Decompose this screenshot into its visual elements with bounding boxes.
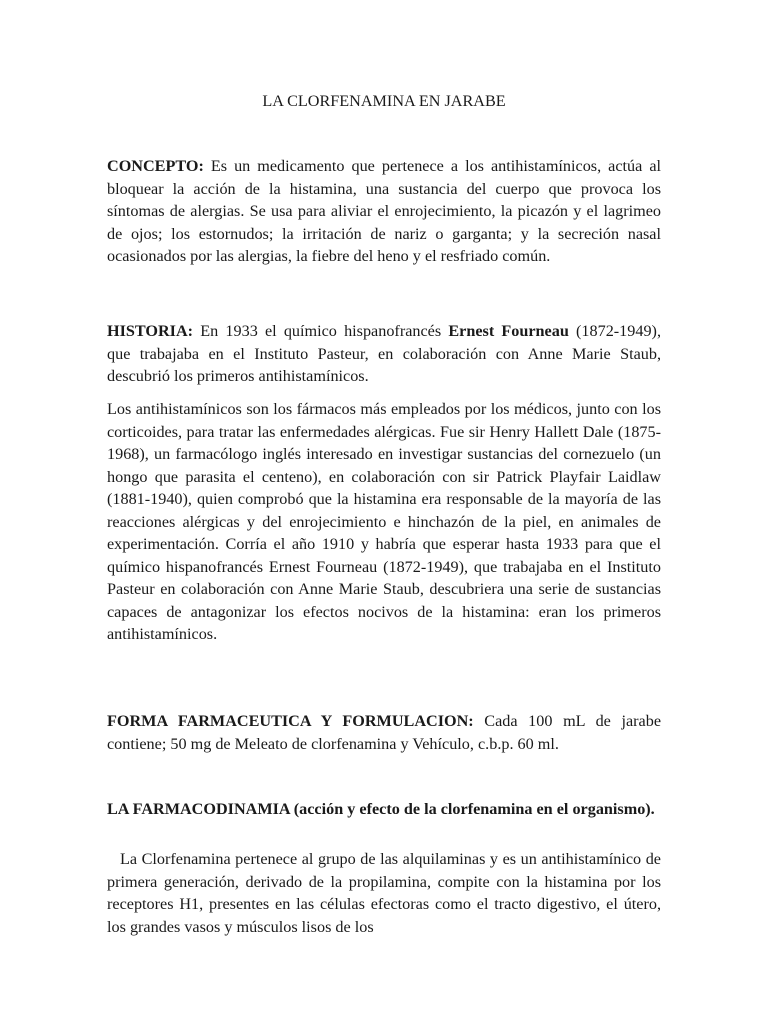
- forma-paragraph: [107, 710, 661, 755]
- historia-label: HISTORIA:: [107, 322, 194, 340]
- forma-text: Cada 100 mL de jarabe contiene; 50 mg de Meleato de clorfenamina y Vehículo, c.b.p. 60 ml.: [107, 712, 662, 753]
- historia-text-before: En 1933 el químico hispanofrancés: [193, 322, 449, 340]
- farmacodinamia-paragraph: La Clorfenamina pertenece al grupo de las alquilaminas y es un antihistamínico de primera generación, derivado de la propilamina, compite con la histamina por los receptores H1, presentes en las células efectoras como el tracto digestivo, el útero, los grandes vasos y músculos lisos de los: [107, 850, 661, 936]
- concepto-paragraph: [107, 155, 661, 268]
- historia-text-after: (1872-1949), que trabajaba en el Instituto Pasteur, en colaboración con Anne Marie Staub, descubrió los primeros antihistamínicos.: [107, 322, 661, 385]
- concepto-label: CONCEPTO:: [107, 157, 204, 175]
- farmacodinamia-heading: LA FARMACODINAMIA (acción y efecto de la clorfenamina en el organismo).: [107, 800, 655, 818]
- concepto-text: Es un medicamento que pertenece a los antihistamínicos, actúa al bloquear la acción de la histamina, una sustancia del cuerpo que provoca los síntomas de alergias. Se usa para aliviar el enrojecimiento, la picazón y el lagrimeo de ojos; los estornudos; la irritación de nariz o garganta; y la secreción nasal ocasionados por las alergias, la fiebre del heno y el resfriado común.: [107, 157, 661, 265]
- historia-detail-paragraph: Los antihistamínicos son los fármacos más empleados por los médicos, junto con los corticoides, para tratar las enfermedades alérgicas. Fue sir Henry Hallett Dale (1875-1968), un farmacólogo inglés interesado en investigar sustancias del cornezuelo (un hongo que parasita el centeno), en colaboración con sir Patrick Playfair Laidlaw (1881-1940), quien comprobó que la histamina era responsable de la mayoría de las reacciones alérgicas y del enrojecimiento e hinchazón de la piel, en animales de experimentación. Corría el año 1910 y habría que esperar hasta 1933 para que el químico hispanofrancés Ernest Fourneau (1872-1949), que trabajaba en el Instituto Pasteur en colaboración con Anne Marie Staub, descubriera una serie de sustancias capaces de antagonizar los efectos nocivos de la histamina: eran los primeros antihistamínicos.: [107, 400, 661, 643]
- forma-label: FORMA FARMACEUTICA Y FORMULACION:: [107, 712, 474, 730]
- historia-paragraph: [107, 320, 661, 388]
- document-title: LA CLORFENAMINA EN JARABE: [262, 92, 506, 110]
- historia-name: Ernest Fourneau: [448, 322, 569, 340]
